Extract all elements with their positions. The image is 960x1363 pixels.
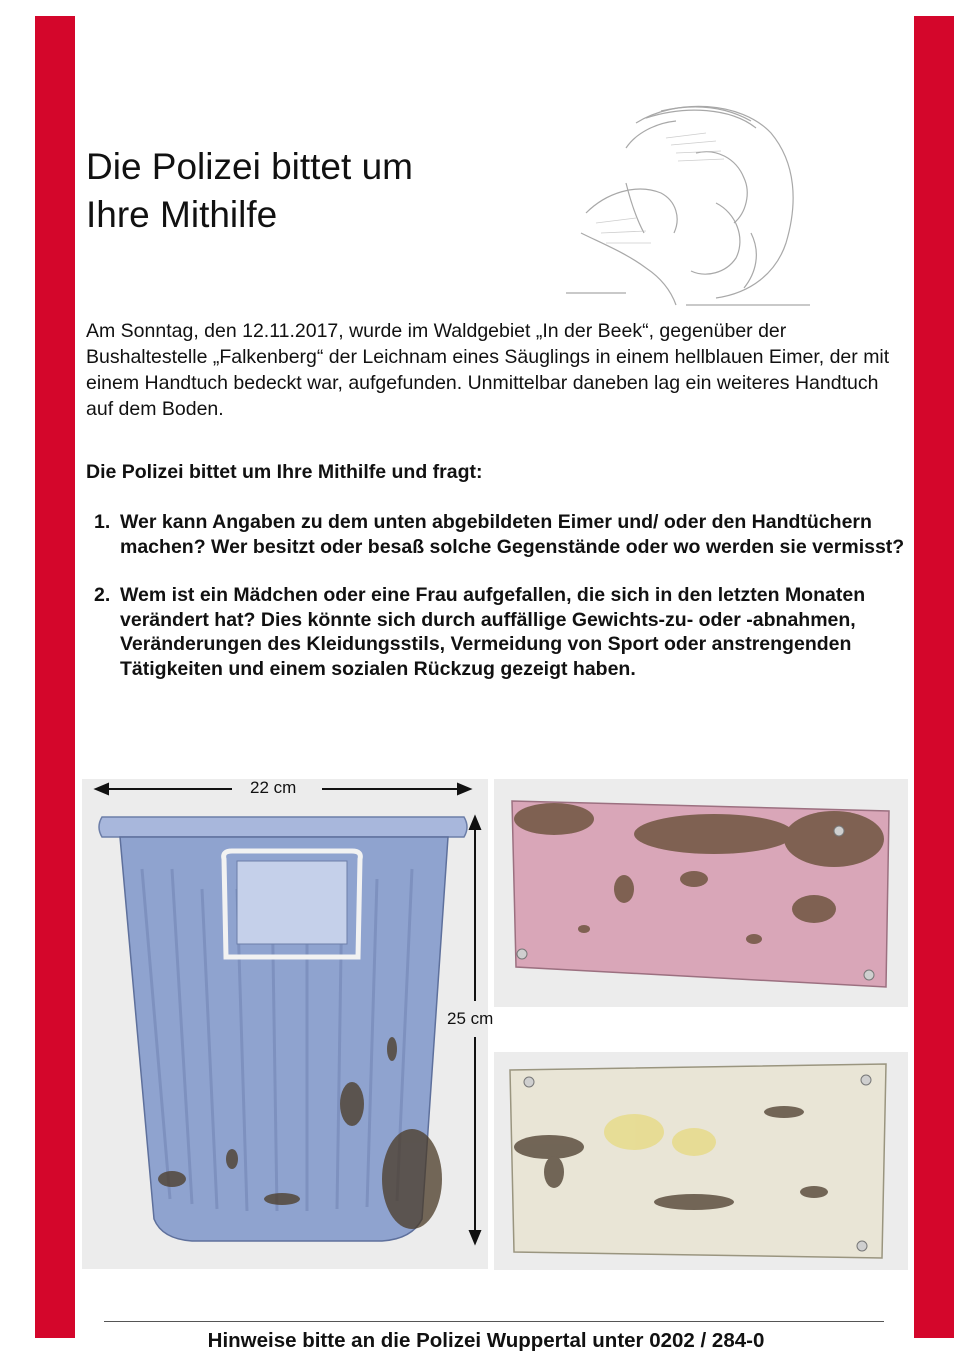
question-number: 2. xyxy=(94,584,111,606)
question-text: Wer kann Angaben zu dem unten abgebildeten Eimer und/ oder den Handtüchern machen? Wer besitzt oder besaß solche Gegenstände oder wo werden sie vermisst? xyxy=(120,511,905,558)
left-red-bar xyxy=(35,16,75,1338)
white-towel-photo xyxy=(494,1052,908,1270)
headline xyxy=(86,143,546,239)
headline-line1: Die Polizei bittet um xyxy=(86,146,413,187)
question-number: 1. xyxy=(94,511,111,533)
appeal-heading: Die Polizei bittet um Ihre Mithilfe und fragt: xyxy=(86,461,483,483)
question-list xyxy=(94,510,906,705)
height-dimension-label: 25 cm xyxy=(447,1009,494,1028)
headline-line2: Ihre Mithilfe xyxy=(86,194,278,235)
right-red-bar xyxy=(914,16,954,1338)
bucket-photo xyxy=(82,779,488,1269)
question-text: Wem ist ein Mädchen oder eine Frau aufgefallen, die sich in den letzten Monaten verändert hat? Dies könnte sich durch auffällige Gewichts-zu- oder -abnahmen, Veränderungen des Kleidungsstils, Vermeidung von Sport oder anstrengenden Tätigkeiten und einem sozialen Rückzug gezeigt haben. xyxy=(120,584,866,680)
width-dimension-label: 22 cm xyxy=(250,778,297,797)
footer-divider xyxy=(104,1321,884,1322)
intro-paragraph: Am Sonntag, den 12.11.2017, wurde im Waldgebiet „In der Beek“, gegenüber der Bushaltestelle „Falkenberg“ der Leichnam eines Säuglings in einem hellblauen Eimer, der mit einem Handtuch bedeckt war, aufgefunden. Unmittelbar daneben lag ein weiteres Handtuch auf dem Boden. xyxy=(86,320,890,420)
baby-sketch-image xyxy=(566,93,810,313)
pink-towel-photo xyxy=(494,779,908,1007)
footer-contact: Hinweise bitte an die Polizei Wuppertal unter 0202 / 284-0 xyxy=(207,1329,765,1352)
list-item xyxy=(94,583,906,681)
list-item xyxy=(94,510,906,559)
